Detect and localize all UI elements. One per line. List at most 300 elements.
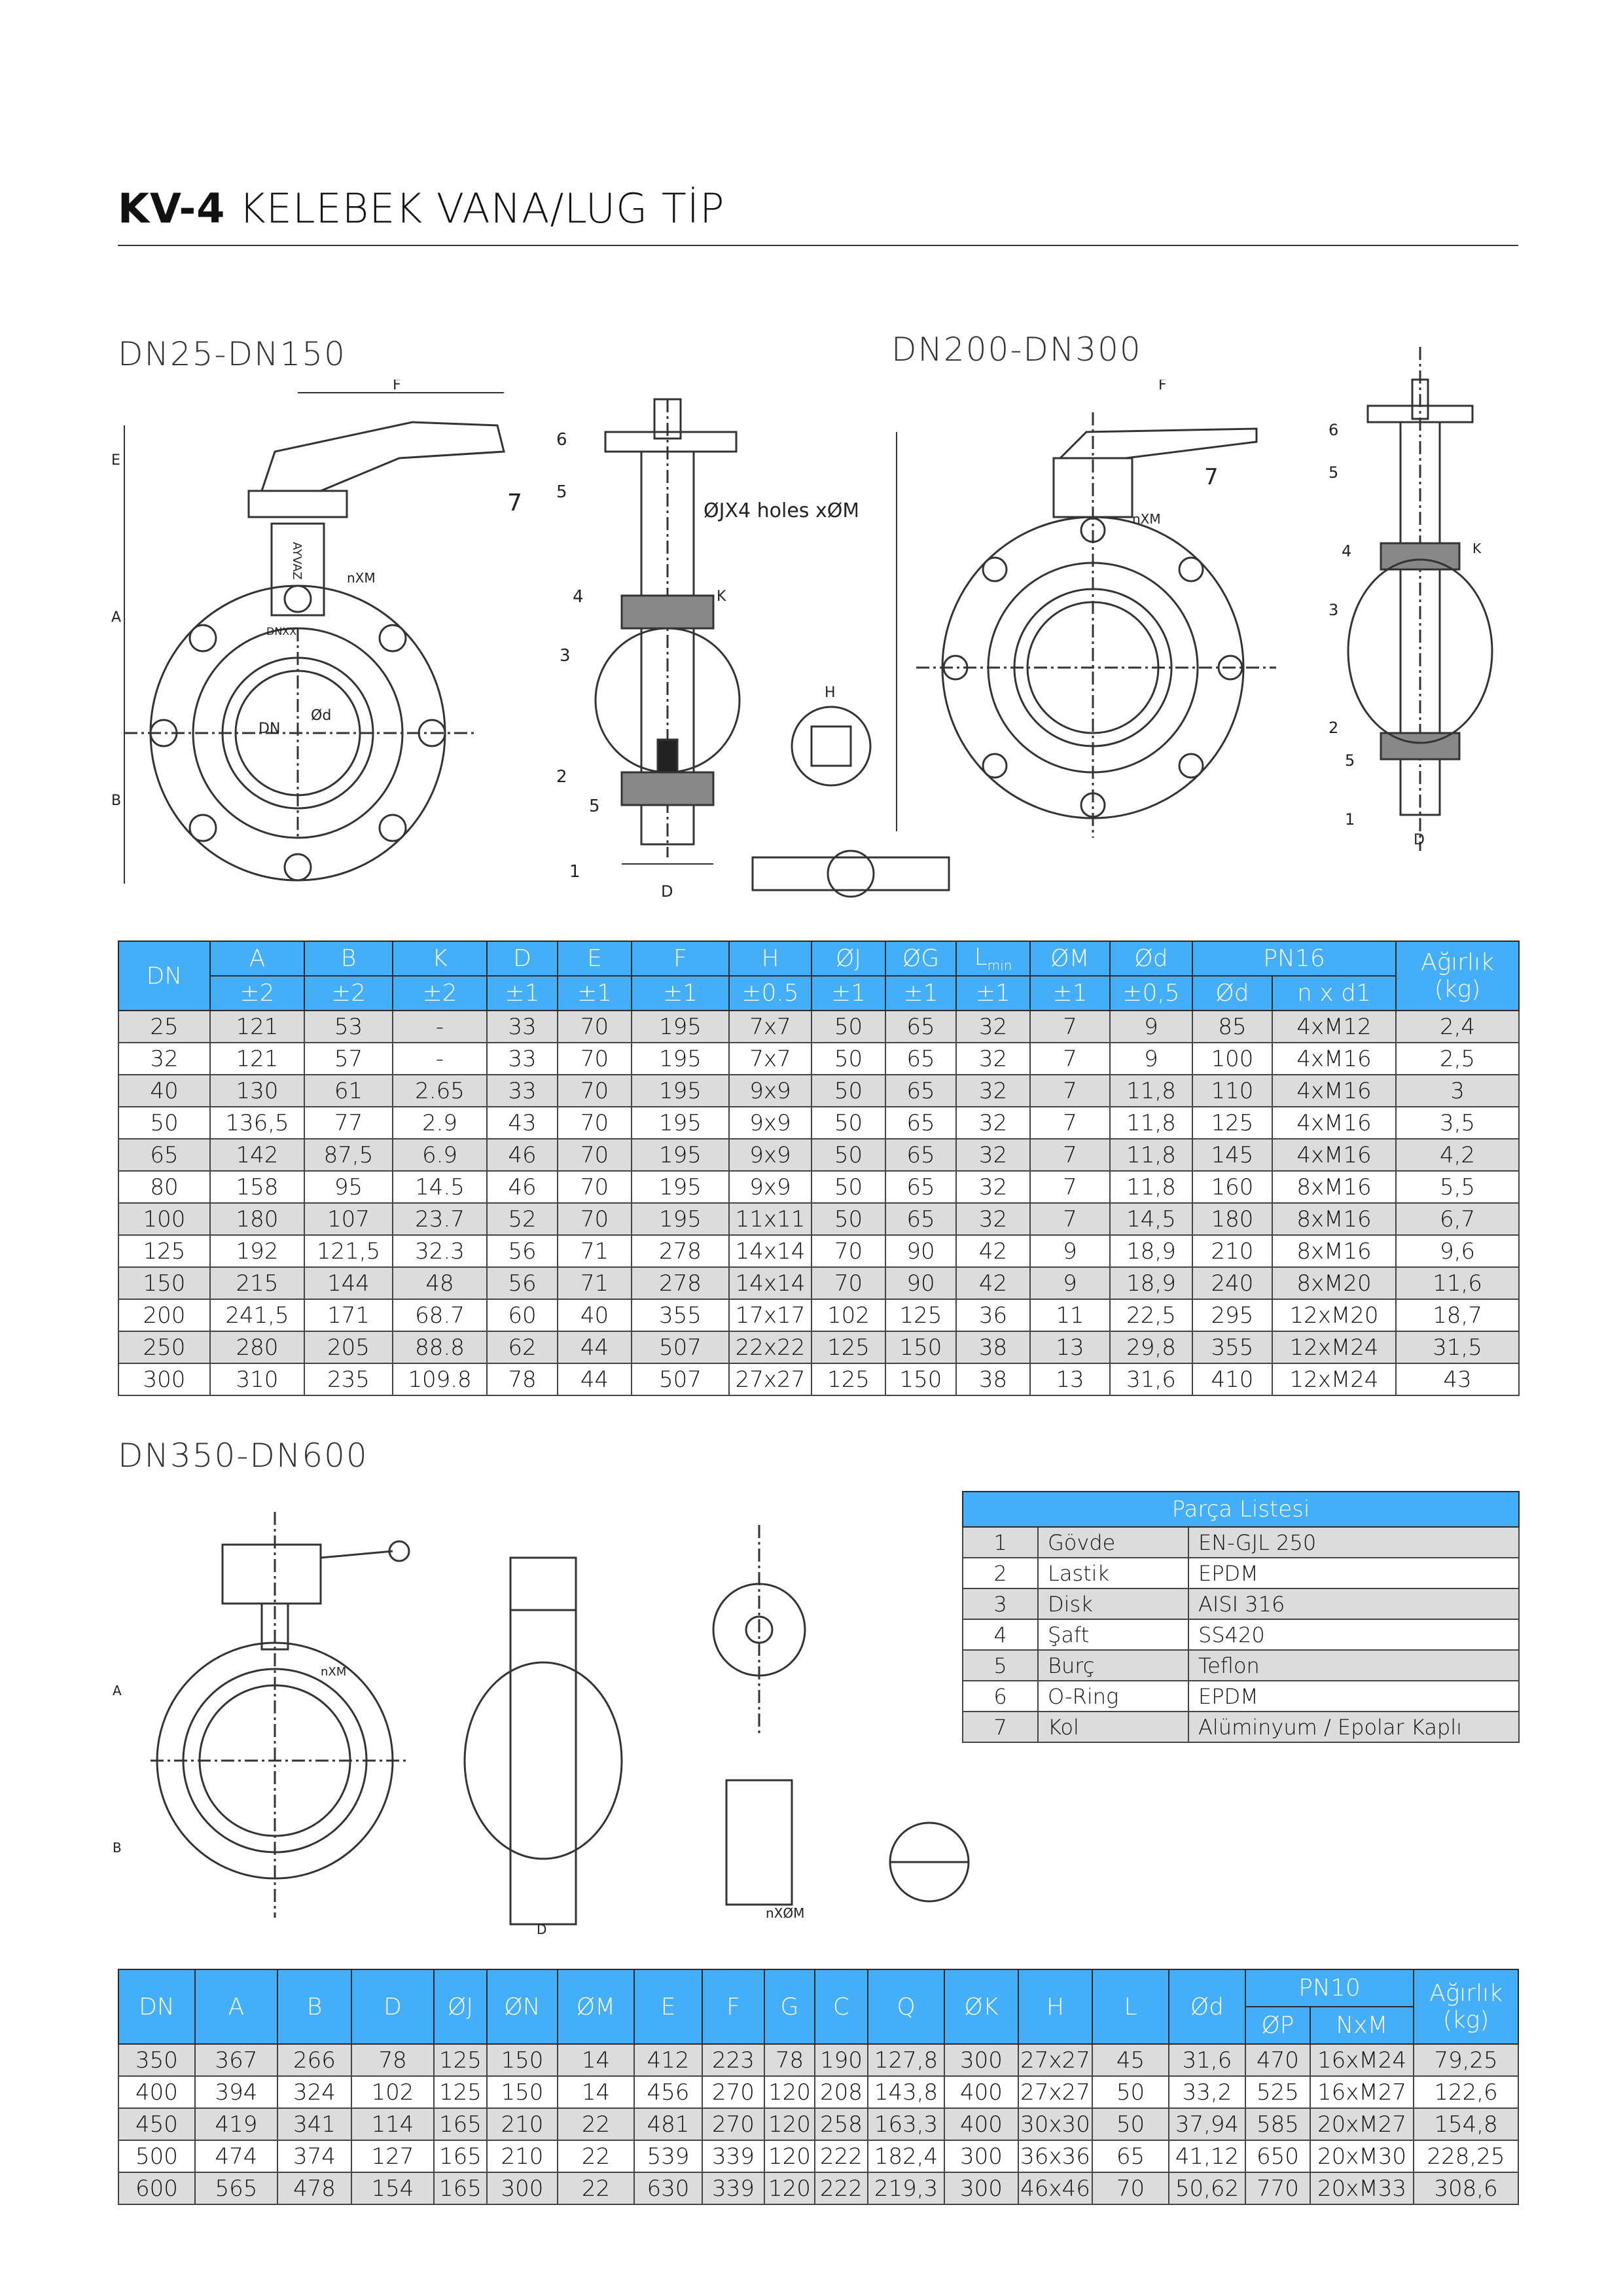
table-cell: 12xM20 bbox=[1272, 1299, 1396, 1331]
header-cell: E bbox=[634, 1969, 702, 2044]
table-cell: 350 bbox=[118, 2044, 195, 2076]
section-label-dn200-300: DN200-DN300 bbox=[891, 331, 1142, 368]
part-name: Kol bbox=[1038, 1712, 1188, 1742]
table-cell: 150 bbox=[885, 1363, 956, 1395]
svg-text:6: 6 bbox=[1329, 421, 1339, 439]
table-cell: 22 bbox=[558, 2172, 634, 2204]
table-cell: 410 bbox=[1192, 1363, 1272, 1395]
table-cell: 219,3 bbox=[868, 2172, 944, 2204]
table-cell: 142 bbox=[210, 1139, 304, 1171]
table-cell: 31,5 bbox=[1396, 1331, 1519, 1363]
table-cell: 450 bbox=[118, 2108, 195, 2140]
header-tolerance: ±0.5 bbox=[729, 976, 812, 1011]
table-cell: 295 bbox=[1192, 1299, 1272, 1331]
table-cell: 150 bbox=[487, 2076, 558, 2108]
parts-row bbox=[963, 1619, 1519, 1650]
table-cell: 125 bbox=[1192, 1107, 1272, 1139]
header-og: ØG bbox=[885, 941, 956, 976]
table-cell: 17x17 bbox=[729, 1299, 812, 1331]
table-cell: 154 bbox=[351, 2172, 434, 2204]
svg-text:F: F bbox=[1158, 380, 1167, 393]
table-cell: 95 bbox=[304, 1171, 393, 1203]
table-cell: 50 bbox=[1092, 2108, 1169, 2140]
table-cell: 412 bbox=[634, 2044, 702, 2076]
parts-list-table bbox=[962, 1491, 1520, 1743]
table-cell: 100 bbox=[1192, 1043, 1272, 1075]
table-cell: 525 bbox=[1245, 2076, 1310, 2108]
table-cell: 165 bbox=[434, 2172, 487, 2204]
brand-label-ayvaz: AYVAZ bbox=[290, 542, 304, 580]
table-cell: 125 bbox=[885, 1299, 956, 1331]
table-cell: 65 bbox=[885, 1011, 956, 1043]
table-cell: 12xM24 bbox=[1272, 1363, 1396, 1395]
svg-text:D: D bbox=[1414, 832, 1425, 848]
table-cell: 474 bbox=[195, 2140, 277, 2172]
table-cell: 165 bbox=[434, 2140, 487, 2172]
header-cell: D bbox=[351, 1969, 434, 2044]
table-row bbox=[118, 2044, 1518, 2076]
header-tolerance: ±2 bbox=[393, 976, 487, 1011]
table-cell: 40 bbox=[558, 1299, 632, 1331]
table-cell: 53 bbox=[304, 1011, 393, 1043]
table-cell: 32 bbox=[956, 1139, 1030, 1171]
table-cell: 228,25 bbox=[1414, 2140, 1518, 2172]
table-cell: 195 bbox=[632, 1171, 729, 1203]
table-cell: 43 bbox=[487, 1107, 558, 1139]
table-cell: 48 bbox=[393, 1267, 487, 1299]
table-cell: 195 bbox=[632, 1107, 729, 1139]
part-name: Disk bbox=[1038, 1588, 1188, 1619]
svg-text:3: 3 bbox=[1329, 601, 1339, 619]
table-cell: 150 bbox=[118, 1267, 210, 1299]
table-cell: 400 bbox=[118, 2076, 195, 2108]
table-row bbox=[118, 2140, 1518, 2172]
table-cell: 45 bbox=[1092, 2044, 1169, 2076]
table-cell: 280 bbox=[210, 1331, 304, 1363]
table-cell: 11 bbox=[1030, 1299, 1110, 1331]
table-cell: 33 bbox=[487, 1043, 558, 1075]
table-cell: 4xM16 bbox=[1272, 1139, 1396, 1171]
header-f: F bbox=[632, 941, 729, 976]
svg-text:1: 1 bbox=[1345, 810, 1355, 829]
table-cell: 46 bbox=[487, 1139, 558, 1171]
part-name: Şaft bbox=[1038, 1619, 1188, 1650]
table-row bbox=[118, 2076, 1518, 2108]
table-cell: 70 bbox=[812, 1267, 885, 1299]
table-cell: 57 bbox=[304, 1043, 393, 1075]
table-cell: 22 bbox=[558, 2140, 634, 2172]
part-number: 7 bbox=[963, 1712, 1038, 1742]
table-cell: 339 bbox=[702, 2172, 764, 2204]
table-row bbox=[118, 1235, 1519, 1267]
svg-text:5: 5 bbox=[556, 482, 567, 502]
header-sub: ØP bbox=[1245, 2007, 1310, 2044]
table-row bbox=[118, 1043, 1519, 1075]
header-h: H bbox=[729, 941, 812, 976]
table-cell: 125 bbox=[118, 1235, 210, 1267]
table-cell: 158 bbox=[210, 1171, 304, 1203]
table-cell: 31,6 bbox=[1110, 1363, 1192, 1395]
table-cell: 9x9 bbox=[729, 1139, 812, 1171]
table-cell: 12xM24 bbox=[1272, 1331, 1396, 1363]
part-number: 6 bbox=[963, 1681, 1038, 1712]
table-cell: 109.8 bbox=[393, 1363, 487, 1395]
table-cell: 102 bbox=[351, 2076, 434, 2108]
part-number: 3 bbox=[963, 1588, 1038, 1619]
table-cell: 600 bbox=[118, 2172, 195, 2204]
svg-text:DNXX: DNXX bbox=[266, 625, 297, 637]
table-cell: 33,2 bbox=[1169, 2076, 1245, 2108]
table-cell: 32 bbox=[956, 1203, 1030, 1235]
svg-text:6: 6 bbox=[556, 430, 567, 450]
table-cell: 121 bbox=[210, 1043, 304, 1075]
table-cell: 278 bbox=[632, 1235, 729, 1267]
svg-text:2: 2 bbox=[556, 767, 567, 787]
table-row bbox=[118, 1011, 1519, 1043]
part-name: Lastik bbox=[1038, 1558, 1188, 1588]
table-cell: 79,25 bbox=[1414, 2044, 1518, 2076]
part-material: EPDM bbox=[1188, 1558, 1519, 1588]
table-cell: 14 bbox=[558, 2044, 634, 2076]
table-cell: 50 bbox=[812, 1171, 885, 1203]
table-cell: 20xM30 bbox=[1310, 2140, 1414, 2172]
part-material: EN-GJL 250 bbox=[1188, 1527, 1519, 1558]
part-material: SS420 bbox=[1188, 1619, 1519, 1650]
part-number: 1 bbox=[963, 1527, 1038, 1558]
parts-list-title: Parça Listesi bbox=[963, 1492, 1519, 1527]
table-cell: 41,12 bbox=[1169, 2140, 1245, 2172]
table-cell: - bbox=[393, 1011, 487, 1043]
parts-row bbox=[963, 1650, 1519, 1681]
table-cell: 300 bbox=[944, 2044, 1018, 2076]
valve-drawings-large bbox=[111, 1499, 1054, 1944]
parts-row bbox=[963, 1588, 1519, 1619]
header-cell: A bbox=[195, 1969, 277, 2044]
table-cell: 150 bbox=[487, 2044, 558, 2076]
header-k: K bbox=[393, 941, 487, 976]
table-cell: 539 bbox=[634, 2140, 702, 2172]
table-cell: 65 bbox=[885, 1075, 956, 1107]
svg-text:A: A bbox=[113, 1683, 122, 1698]
table-cell: 374 bbox=[277, 2140, 351, 2172]
header-cell: Ød bbox=[1169, 1969, 1245, 2044]
svg-text:nXM: nXM bbox=[1132, 511, 1161, 527]
table-cell: 127,8 bbox=[868, 2044, 944, 2076]
svg-text:Ød: Ød bbox=[311, 708, 332, 724]
svg-text:B: B bbox=[111, 793, 122, 809]
header-cell: ØN bbox=[487, 1969, 558, 2044]
table-cell: 20xM27 bbox=[1310, 2108, 1414, 2140]
table-cell: 120 bbox=[764, 2108, 815, 2140]
table-cell: 7 bbox=[1030, 1107, 1110, 1139]
table-cell: 14,5 bbox=[1110, 1203, 1192, 1235]
table-cell: 266 bbox=[277, 2044, 351, 2076]
section-label-dn350-600: DN350-DN600 bbox=[118, 1437, 368, 1475]
table-cell: 210 bbox=[487, 2140, 558, 2172]
table-cell: 470 bbox=[1245, 2044, 1310, 2076]
table-cell: 65 bbox=[885, 1203, 956, 1235]
table-cell: 154,8 bbox=[1414, 2108, 1518, 2140]
table-row bbox=[118, 1267, 1519, 1299]
table-cell: 7x7 bbox=[729, 1011, 812, 1043]
table-cell: 11,8 bbox=[1110, 1139, 1192, 1171]
header-cell: B bbox=[277, 1969, 351, 2044]
table-cell: 56 bbox=[487, 1267, 558, 1299]
table-cell: 7 bbox=[1030, 1139, 1110, 1171]
parts-row bbox=[963, 1527, 1519, 1558]
table-cell: 68.7 bbox=[393, 1299, 487, 1331]
table-cell: 60 bbox=[487, 1299, 558, 1331]
table-cell: 145 bbox=[1192, 1139, 1272, 1171]
table-cell: 11,8 bbox=[1110, 1171, 1192, 1203]
table-cell: 9x9 bbox=[729, 1107, 812, 1139]
svg-text:K: K bbox=[717, 588, 726, 605]
header-pn16: PN16 bbox=[1192, 941, 1396, 976]
table-cell: 78 bbox=[351, 2044, 434, 2076]
table-cell: 23.7 bbox=[393, 1203, 487, 1235]
table-cell: 11,8 bbox=[1110, 1107, 1192, 1139]
table-cell: 80 bbox=[118, 1171, 210, 1203]
table-cell: 9 bbox=[1030, 1267, 1110, 1299]
header-tolerance: Ød bbox=[1192, 976, 1272, 1011]
table-cell: 50 bbox=[812, 1075, 885, 1107]
part-number: 5 bbox=[963, 1650, 1038, 1681]
table-cell: 78 bbox=[487, 1363, 558, 1395]
table-cell: 16xM24 bbox=[1310, 2044, 1414, 2076]
table-cell: 70 bbox=[558, 1075, 632, 1107]
table-cell: 215 bbox=[210, 1267, 304, 1299]
table-cell: 70 bbox=[558, 1043, 632, 1075]
table-cell: 7x7 bbox=[729, 1043, 812, 1075]
title-divider bbox=[118, 245, 1518, 246]
table-row bbox=[118, 2108, 1518, 2140]
table-cell: 22 bbox=[558, 2108, 634, 2140]
model-code: KV-4 bbox=[118, 185, 226, 232]
parts-row bbox=[963, 1712, 1519, 1742]
table-cell: 32 bbox=[956, 1043, 1030, 1075]
part-name: O-Ring bbox=[1038, 1681, 1188, 1712]
table-cell: 308,6 bbox=[1414, 2172, 1518, 2204]
table-cell: 127 bbox=[351, 2140, 434, 2172]
table-row bbox=[118, 1203, 1519, 1235]
header-om: ØM bbox=[1030, 941, 1110, 976]
header-tolerance: ±1 bbox=[956, 976, 1030, 1011]
svg-text:5: 5 bbox=[1345, 751, 1355, 770]
svg-text:E: E bbox=[111, 452, 120, 469]
header-cell: Ağırlık (kg) bbox=[1414, 1969, 1518, 2044]
table-cell: 32 bbox=[956, 1075, 1030, 1107]
table-cell: 78 bbox=[764, 2044, 815, 2076]
table-cell: 62 bbox=[487, 1331, 558, 1363]
table-cell: 121,5 bbox=[304, 1235, 393, 1267]
svg-text:D: D bbox=[661, 882, 673, 901]
svg-text:nXM: nXM bbox=[347, 570, 376, 586]
table-cell: 195 bbox=[632, 1139, 729, 1171]
table-cell: 71 bbox=[558, 1267, 632, 1299]
table-cell: 125 bbox=[812, 1363, 885, 1395]
table-cell: 300 bbox=[487, 2172, 558, 2204]
table-cell: 32 bbox=[956, 1107, 1030, 1139]
table-cell: 241,5 bbox=[210, 1299, 304, 1331]
table-cell: 4,2 bbox=[1396, 1139, 1519, 1171]
table-cell: 355 bbox=[632, 1299, 729, 1331]
table-cell: 70 bbox=[558, 1203, 632, 1235]
header-pn10: PN10 bbox=[1245, 1969, 1414, 2007]
table-cell: 400 bbox=[944, 2076, 1018, 2108]
parts-row bbox=[963, 1681, 1519, 1712]
table-cell: 40 bbox=[118, 1075, 210, 1107]
table-cell: 42 bbox=[956, 1235, 1030, 1267]
table-cell: 300 bbox=[944, 2172, 1018, 2204]
svg-text:B: B bbox=[113, 1840, 122, 1856]
table-cell: 565 bbox=[195, 2172, 277, 2204]
table-cell: 150 bbox=[885, 1331, 956, 1363]
table-cell: 7 bbox=[1030, 1075, 1110, 1107]
table-cell: 77 bbox=[304, 1107, 393, 1139]
table-cell: 235 bbox=[304, 1363, 393, 1395]
table-cell: 27x27 bbox=[1018, 2044, 1092, 2076]
table-cell: 7 bbox=[1030, 1011, 1110, 1043]
table-cell: 2,4 bbox=[1396, 1011, 1519, 1043]
table-cell: 7 bbox=[1030, 1171, 1110, 1203]
header-tolerance: ±2 bbox=[304, 976, 393, 1011]
table-cell: 507 bbox=[632, 1363, 729, 1395]
table-cell: 630 bbox=[634, 2172, 702, 2204]
table-cell: 182,4 bbox=[868, 2140, 944, 2172]
table-cell: 50 bbox=[812, 1139, 885, 1171]
table-cell: 70 bbox=[1092, 2172, 1169, 2204]
table-cell: 171 bbox=[304, 1299, 393, 1331]
parts-row bbox=[963, 1558, 1519, 1588]
table-cell: 250 bbox=[118, 1331, 210, 1363]
header-cell: C bbox=[815, 1969, 868, 2044]
table-cell: 100 bbox=[118, 1203, 210, 1235]
table-cell: 500 bbox=[118, 2140, 195, 2172]
table-cell: 208 bbox=[815, 2076, 868, 2108]
table-cell: 394 bbox=[195, 2076, 277, 2108]
table-cell: 419 bbox=[195, 2108, 277, 2140]
table-row bbox=[118, 1139, 1519, 1171]
table-cell: 11x11 bbox=[729, 1203, 812, 1235]
table-cell: 8xM16 bbox=[1272, 1235, 1396, 1267]
table-row bbox=[118, 1171, 1519, 1203]
table-cell: 355 bbox=[1192, 1331, 1272, 1363]
table-cell: 300 bbox=[944, 2140, 1018, 2172]
table-cell: 210 bbox=[487, 2108, 558, 2140]
table-cell: 507 bbox=[632, 1331, 729, 1363]
part-number: 4 bbox=[963, 1619, 1038, 1650]
table-cell: 43 bbox=[1396, 1363, 1519, 1395]
svg-text:F: F bbox=[393, 380, 401, 393]
table-cell: 22x22 bbox=[729, 1331, 812, 1363]
svg-text:5: 5 bbox=[1329, 463, 1339, 482]
table-cell: 278 bbox=[632, 1267, 729, 1299]
table-cell: 33 bbox=[487, 1011, 558, 1043]
svg-text:4: 4 bbox=[573, 587, 584, 607]
table-cell: 195 bbox=[632, 1203, 729, 1235]
svg-text:D: D bbox=[537, 1922, 547, 1937]
table-cell: 2.9 bbox=[393, 1107, 487, 1139]
part-material: Alüminyum / Epolar Kaplı bbox=[1188, 1712, 1519, 1742]
table-cell: 32 bbox=[956, 1011, 1030, 1043]
table-cell: 90 bbox=[885, 1267, 956, 1299]
table-cell: 50 bbox=[812, 1203, 885, 1235]
table-cell: 70 bbox=[558, 1139, 632, 1171]
table-cell: 8xM20 bbox=[1272, 1267, 1396, 1299]
table-row bbox=[118, 1299, 1519, 1331]
table-cell: 122,6 bbox=[1414, 2076, 1518, 2108]
header-tolerance: ±1 bbox=[632, 976, 729, 1011]
table-cell: 46x46 bbox=[1018, 2172, 1092, 2204]
table-cell: 7 bbox=[1030, 1203, 1110, 1235]
table-cell: 195 bbox=[632, 1011, 729, 1043]
svg-text:5: 5 bbox=[589, 797, 600, 816]
table-cell: 3,5 bbox=[1396, 1107, 1519, 1139]
table-row bbox=[118, 1331, 1519, 1363]
table-cell: 339 bbox=[702, 2140, 764, 2172]
header-cell: Q bbox=[868, 1969, 944, 2044]
table-cell: 6.9 bbox=[393, 1139, 487, 1171]
part-material: EPDM bbox=[1188, 1681, 1519, 1712]
table-cell: 56 bbox=[487, 1235, 558, 1267]
table-cell: 88.8 bbox=[393, 1331, 487, 1363]
part-material: Teflon bbox=[1188, 1650, 1519, 1681]
header-cell: L bbox=[1092, 1969, 1169, 2044]
table-cell: 33 bbox=[487, 1075, 558, 1107]
table-cell: 9,6 bbox=[1396, 1235, 1519, 1267]
table-cell: 165 bbox=[434, 2108, 487, 2140]
table-cell: 125 bbox=[434, 2044, 487, 2076]
svg-text:1: 1 bbox=[569, 862, 580, 882]
table-cell: 258 bbox=[815, 2108, 868, 2140]
table-cell: 46 bbox=[487, 1171, 558, 1203]
table-cell: 14 bbox=[558, 2076, 634, 2108]
table-cell: 25 bbox=[118, 1011, 210, 1043]
table-cell: 18,9 bbox=[1110, 1235, 1192, 1267]
table-cell: 130 bbox=[210, 1075, 304, 1107]
part-number: 2 bbox=[963, 1558, 1038, 1588]
table-cell: 121 bbox=[210, 1011, 304, 1043]
table-cell: 2,5 bbox=[1396, 1043, 1519, 1075]
table-cell: 65 bbox=[1092, 2140, 1169, 2172]
table-cell: 70 bbox=[812, 1235, 885, 1267]
table-cell: 29,8 bbox=[1110, 1331, 1192, 1363]
header-tolerance: n x d1 bbox=[1272, 976, 1396, 1011]
table-cell: 192 bbox=[210, 1235, 304, 1267]
table-cell: 400 bbox=[944, 2108, 1018, 2140]
table-cell: 9x9 bbox=[729, 1171, 812, 1203]
table-cell: 9x9 bbox=[729, 1075, 812, 1107]
header-oj: ØJ bbox=[812, 941, 885, 976]
table-cell: 50 bbox=[118, 1107, 210, 1139]
part-material: AISI 316 bbox=[1188, 1588, 1519, 1619]
table-cell: 32 bbox=[118, 1043, 210, 1075]
table-cell: 50,62 bbox=[1169, 2172, 1245, 2204]
svg-text:A: A bbox=[111, 609, 122, 626]
table-cell: 32 bbox=[956, 1171, 1030, 1203]
table-cell: 210 bbox=[1192, 1235, 1272, 1267]
table-cell: 120 bbox=[764, 2140, 815, 2172]
table-cell: 14x14 bbox=[729, 1267, 812, 1299]
header-tolerance: ±1 bbox=[558, 976, 632, 1011]
table-cell: 70 bbox=[558, 1171, 632, 1203]
table-cell: 195 bbox=[632, 1043, 729, 1075]
dimensions-table-dn25-300 bbox=[118, 941, 1520, 1396]
svg-text:DN: DN bbox=[259, 721, 281, 737]
svg-text:nXM: nXM bbox=[321, 1665, 347, 1679]
table-cell: 367 bbox=[195, 2044, 277, 2076]
table-cell: 114 bbox=[351, 2108, 434, 2140]
